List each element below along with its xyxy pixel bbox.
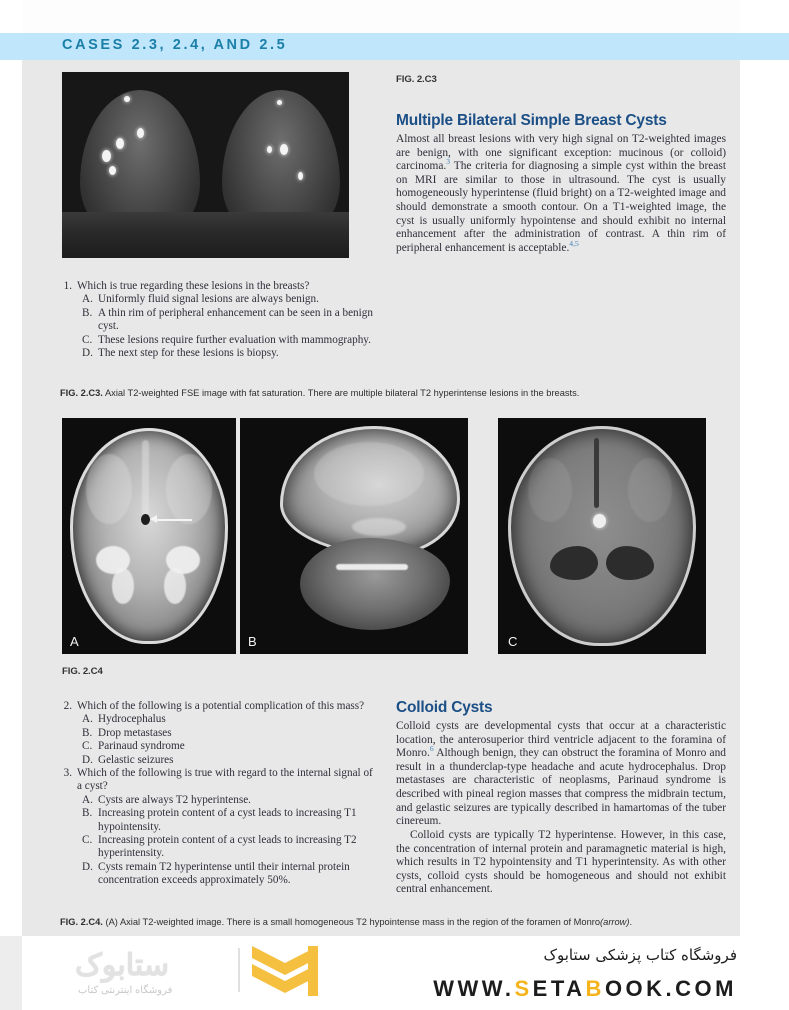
question-2-stem-row (60, 700, 380, 713)
option-letter: D. (82, 753, 93, 766)
figure-tag-c4: FIG. 2.C4 (62, 666, 103, 677)
breast-para-part2: The criteria for diagnosing a simple cyst within the breast on MRI are similar to those in ultrasound. The cyst is usually homogeneously hyperintense (fluid bright) on a T2-weighted image and should demonstrate a smooth contour. On a T1-weighted image, the cyst is usually uniformly hypointense and should exhibit no internal enhancement after the administration of contrast. A thin rim of peripheral enhancement is acceptable. (396, 160, 726, 254)
url-eta: ETA (532, 976, 586, 1001)
option-letter: C. (82, 333, 93, 346)
option-text: Parinaud syndrome (98, 740, 185, 753)
option-letter: B. (82, 306, 93, 319)
question-3-option-a[interactable] (60, 794, 380, 807)
reference-marker-45: 4,5 (569, 238, 579, 248)
url-letter-s: S (514, 976, 533, 1001)
option-text: Cysts remain T2 hyperintense until their internal protein concentration exceeds approximately 50%. (98, 860, 350, 887)
question-2-3-block (60, 700, 380, 888)
question-3-stem: Which of the following is true with regard to the internal signal of a cyst? (77, 767, 373, 793)
question-3-option-b[interactable] (60, 807, 380, 834)
option-text: Increasing protein content of a cyst leads to increasing T2 hyperintensity. (98, 834, 357, 860)
caption-arrow-note: (arrow) (600, 917, 630, 927)
breast-para-part1: Almost all breast lesions with very high signal on T2-weighted images are benign, with one significant exception: mucinous (or colloid) carcinoma. (396, 133, 726, 173)
question-2-option-c[interactable] (60, 740, 380, 753)
question-1-number: 1. (63, 280, 72, 292)
colloid-para1-part1: Colloid cysts are developmental cysts that occur at a characteristic location, the anterosuperior third ventricle adjacent to the foramina of Monro. (396, 720, 726, 760)
question-1-option-d[interactable] (60, 347, 380, 360)
option-letter: D. (82, 347, 93, 360)
option-text: A thin rim of peripheral enhancement can be seen in a benign cyst. (98, 306, 373, 333)
logo-divider (238, 948, 240, 992)
option-letter: A. (82, 713, 93, 726)
option-letter: C. (82, 740, 93, 753)
page-title: CASES 2.3, 2.4, AND 2.5 (62, 37, 288, 53)
question-1-stem: Which is true regarding these lesions in the breasts? (77, 280, 310, 292)
option-text: Gelastic seizures (98, 753, 174, 766)
panel-label-a: A (70, 634, 79, 649)
panel-label-b: B (248, 634, 257, 649)
reference-marker-3: 3 (446, 157, 451, 167)
option-letter: B. (82, 807, 93, 820)
website-url (433, 976, 737, 1002)
figure-caption-c4: FIG. 2.C4. (A) Axial T2-weighted image. There is a small homogeneous T2 hypointense mass in the region of the foramen of Monro(arrow). (60, 917, 633, 927)
question-1-option-b[interactable] (60, 307, 380, 334)
question-1-block (60, 280, 380, 360)
option-text: The next step for these lesions is biopsy. (98, 347, 279, 360)
question-3-option-d[interactable] (60, 861, 380, 888)
option-letter: D. (82, 860, 93, 873)
question-2-stem: Which of the following is a potential complication of this mass? (77, 700, 365, 712)
caption-label: FIG. 2.C3. (60, 388, 103, 398)
question-1-stem-row (60, 280, 380, 293)
question-2-number: 2. (63, 700, 72, 712)
persian-tagline: فروشگاه کتاب پزشکی ستابوک (543, 946, 737, 964)
breast-section-heading: Multiple Bilateral Simple Breast Cysts (396, 112, 667, 129)
url-prefix: WWW. (433, 976, 515, 1001)
question-2-option-d[interactable] (60, 754, 380, 767)
panel-label-c: C (508, 634, 518, 649)
option-letter: A. (82, 793, 93, 806)
sheet-top-margin (22, 0, 740, 33)
colloid-section-paragraph-1 (396, 720, 726, 829)
figure-caption-c3 (60, 387, 730, 399)
caption-text: Axial T2-weighted FSE image with fat saturation. There are multiple bilateral T2 hyperintense lesions in the breasts. (104, 388, 580, 398)
colloid-para1-part2: Although benign, they can obstruct the foramina of Monro and result in a thunderclap-type headache and acute hydrocephalus. Drop metastases are characteristic of neoplasms, Parinaud syndrome is described with pineal region masses that compress the midbrain tectum, and gelastic seizures are typically described in hamartomas of the tuber cinereum. (396, 747, 726, 828)
colloid-section-paragraph-2: Colloid cysts are typically T2 hyperintense. However, in this case, the concentration of internal protein and paramagnetic material is high, which results in T2 hypointensity and T1 hyperintensity. As with other cysts, colloid cysts should be homogeneous and should not exhibit central enhancement. (396, 829, 726, 896)
brain-mri-panel-b (240, 418, 468, 654)
question-3-number: 3. (63, 767, 72, 780)
brain-mri-panel-c (498, 418, 706, 654)
question-3-stem-row (60, 767, 380, 794)
option-text: Hydrocephalus (98, 713, 166, 726)
caption-text: (A) Axial T2-weighted image. There is a small homogeneous T2 hypointense mass in the region of the foramen of Monro (105, 917, 601, 927)
option-letter: C. (82, 834, 93, 847)
option-text: These lesions require further evaluation with mammography. (98, 333, 371, 346)
question-2-option-b[interactable] (60, 727, 380, 740)
option-text: Cysts are always T2 hyperintense. (98, 793, 251, 806)
colloid-cyst-lesion (141, 514, 150, 525)
figure-tag-c3: FIG. 2.C3 (396, 74, 437, 85)
option-text: Drop metastases (98, 726, 172, 739)
question-2-option-a[interactable] (60, 713, 380, 726)
chevron-logo-icon (252, 946, 318, 998)
reference-marker-6: 6 (429, 744, 434, 754)
url-letter-b: B (585, 976, 605, 1001)
footer-left-stripe (0, 936, 22, 1010)
question-3-option-c[interactable] (60, 834, 380, 861)
logo-wordmark: ستابوک (75, 949, 170, 982)
breast-section-paragraph (396, 133, 726, 255)
colloid-cyst-t1-bright (593, 514, 606, 528)
colloid-section-heading: Colloid Cysts (396, 699, 493, 716)
logo-subtitle: فروشگاه اینترنتی کتاب (78, 985, 173, 996)
option-text: Increasing protein content of a cyst leads to increasing T1 hypointensity. (98, 807, 357, 833)
question-1-option-c[interactable] (60, 334, 380, 347)
question-1-option-a[interactable] (60, 293, 380, 306)
setabook-logo (75, 948, 169, 983)
caption-label: FIG. 2.C4. (60, 917, 103, 927)
option-text: Uniformly fluid signal lesions are always benign. (98, 293, 319, 306)
url-suffix: OOK.COM (604, 976, 737, 1001)
option-letter: B. (82, 726, 93, 739)
breast-mri-image (62, 72, 349, 258)
option-letter: A. (82, 293, 93, 306)
brain-mri-panel-a (62, 418, 236, 654)
